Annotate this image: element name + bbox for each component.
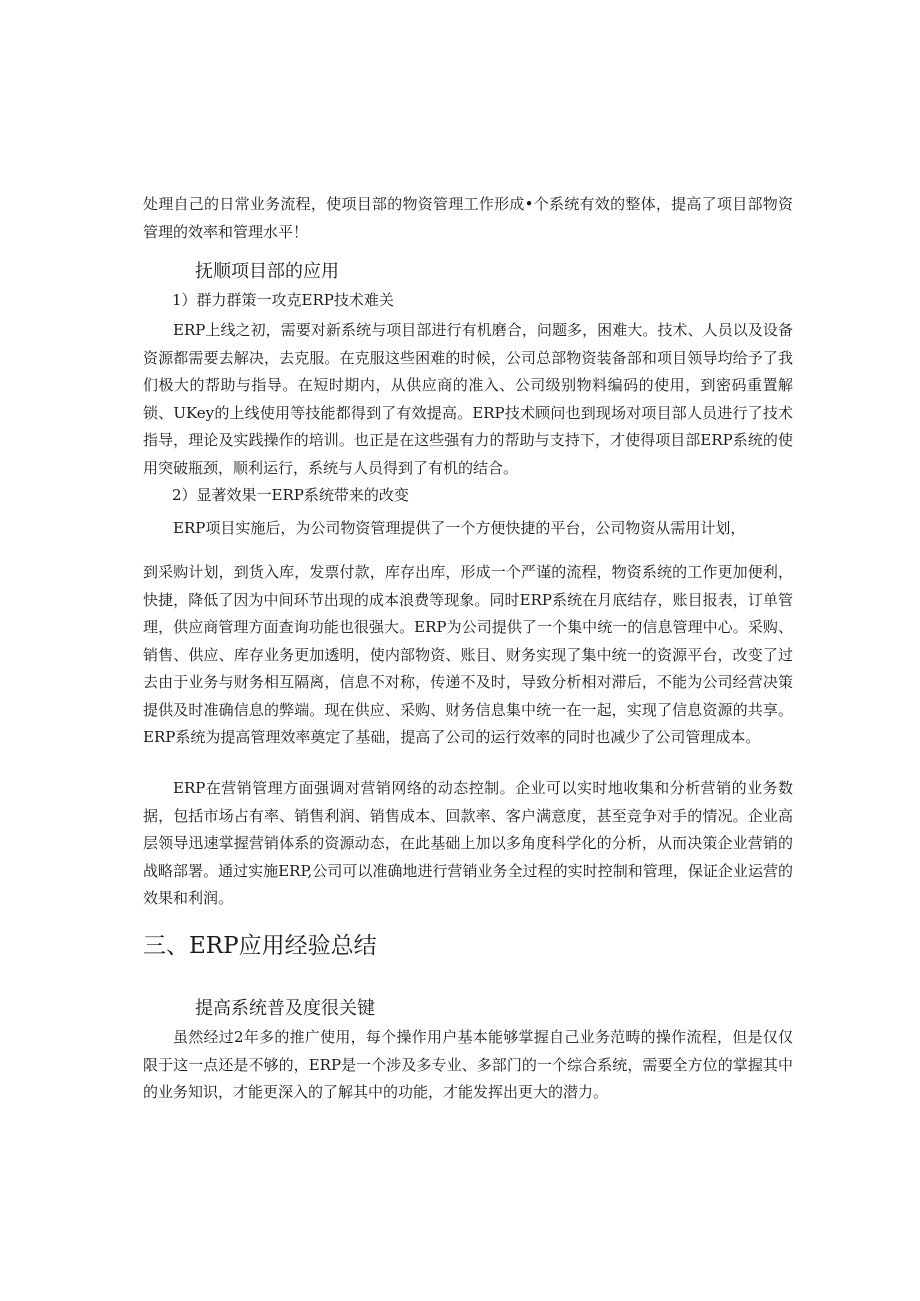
paragraph-sub2-first-line: ERP项目实施后，为公司物资管理提供了一个方便快捷的平台，公司物资从需用计划， <box>173 519 746 537</box>
subheading-1: 1）群力群策一攻克ERP技术难关 <box>172 291 394 309</box>
heading-fushun-project: 抚顺项目部的应用 <box>195 261 339 282</box>
section-3-heading: 三、ERP应用经验总结 <box>143 933 377 959</box>
paragraph-last: 虽然经过2年多的推广使用，每个操作用户基本能够掌握自己业务范畴的操作流程，但是仅仅限于这一点还是不够的，ERP是一个涉及多专业、多部门的一个综合系统，需要全方位的掌握其中的业务知识，才能更深入的了解其中的功能，才能发挥出更大的潜力。 <box>143 1028 793 1101</box>
subheading-2: 2）显著效果一ERP系统带来的改变 <box>172 486 409 504</box>
paragraph-marketing: ERP在营销管理方面强调对营销网络的动态控制。企业可以实时地收集和分析营销的业务数据，包括市场占有率、销售利润、销售成本、回款率、客户满意度，甚至竞争对手的情况。企业高层领导迅速掌握营销体系的资源动态，在此基础上加以多角度科学化的分析，从而决策企业营销的战略部署。通过实施ERP,公司可以准确地进行营销业务全过程的实时控制和管理，保证企业运营的效果和利润。 <box>143 779 793 907</box>
paragraph-sub2-continued: 到采购计划，到货入库，发票付款，库存出库，形成一个严谨的流程，物资系统的工作更加便利，快捷，降低了因为中间环节出现的成本浪费等现象。同时ERP系统在月底结存，账目报表，订单管理，供应商管理方面查询功能也很强大。ERP为公司提供了一个集中统一的信息管理中心。采购、销售、供应、库存业务更加透明，使内部物资、账目、财务实现了集中统一的资源平台，改变了过去由于业务与财务相互隔离，信息不对称，传递不及时，导致分析相对滞后，不能为公司经营决策提供及时准确信息的弊端。现在供应、采购、财务信息集中统一在一起，实现了信息资源的共享。ERP系统为提高管理效率奠定了基础，提高了公司的运行效率的同时也减少了公司管理成本。 <box>143 563 793 746</box>
paragraph-sub1: ERP上线之初，需要对新系统与项目部进行有机磨合，问题多，困难大。技术、人员以及设备资源都需要去解决，去克服。在克服这些困难的时候，公司总部物资装备部和项目领导均给予了我们极大的帮助与指导。在短时期内，从供应商的准入、公司级别物料编码的使用，到密码重置解锁、UKey的上线使用等技能都得到了有效提高。ERP技术顾问也到现场对项目部人员进行了技术指导，理论及实践操作的培训。也正是在这些强有力的帮助与支持下，才使得项目部ERP系统的使用突破瓶颈，顺利运行，系统与人员得到了有机的结合。 <box>143 321 793 477</box>
intro-paragraph: 处理自己的日常业务流程，使项目部的物资管理工作形成•个系统有效的整体，提高了项目部物资管理的效率和管理水平！ <box>143 195 793 241</box>
heading-popularity: 提高系统普及度很关键 <box>195 998 375 1019</box>
